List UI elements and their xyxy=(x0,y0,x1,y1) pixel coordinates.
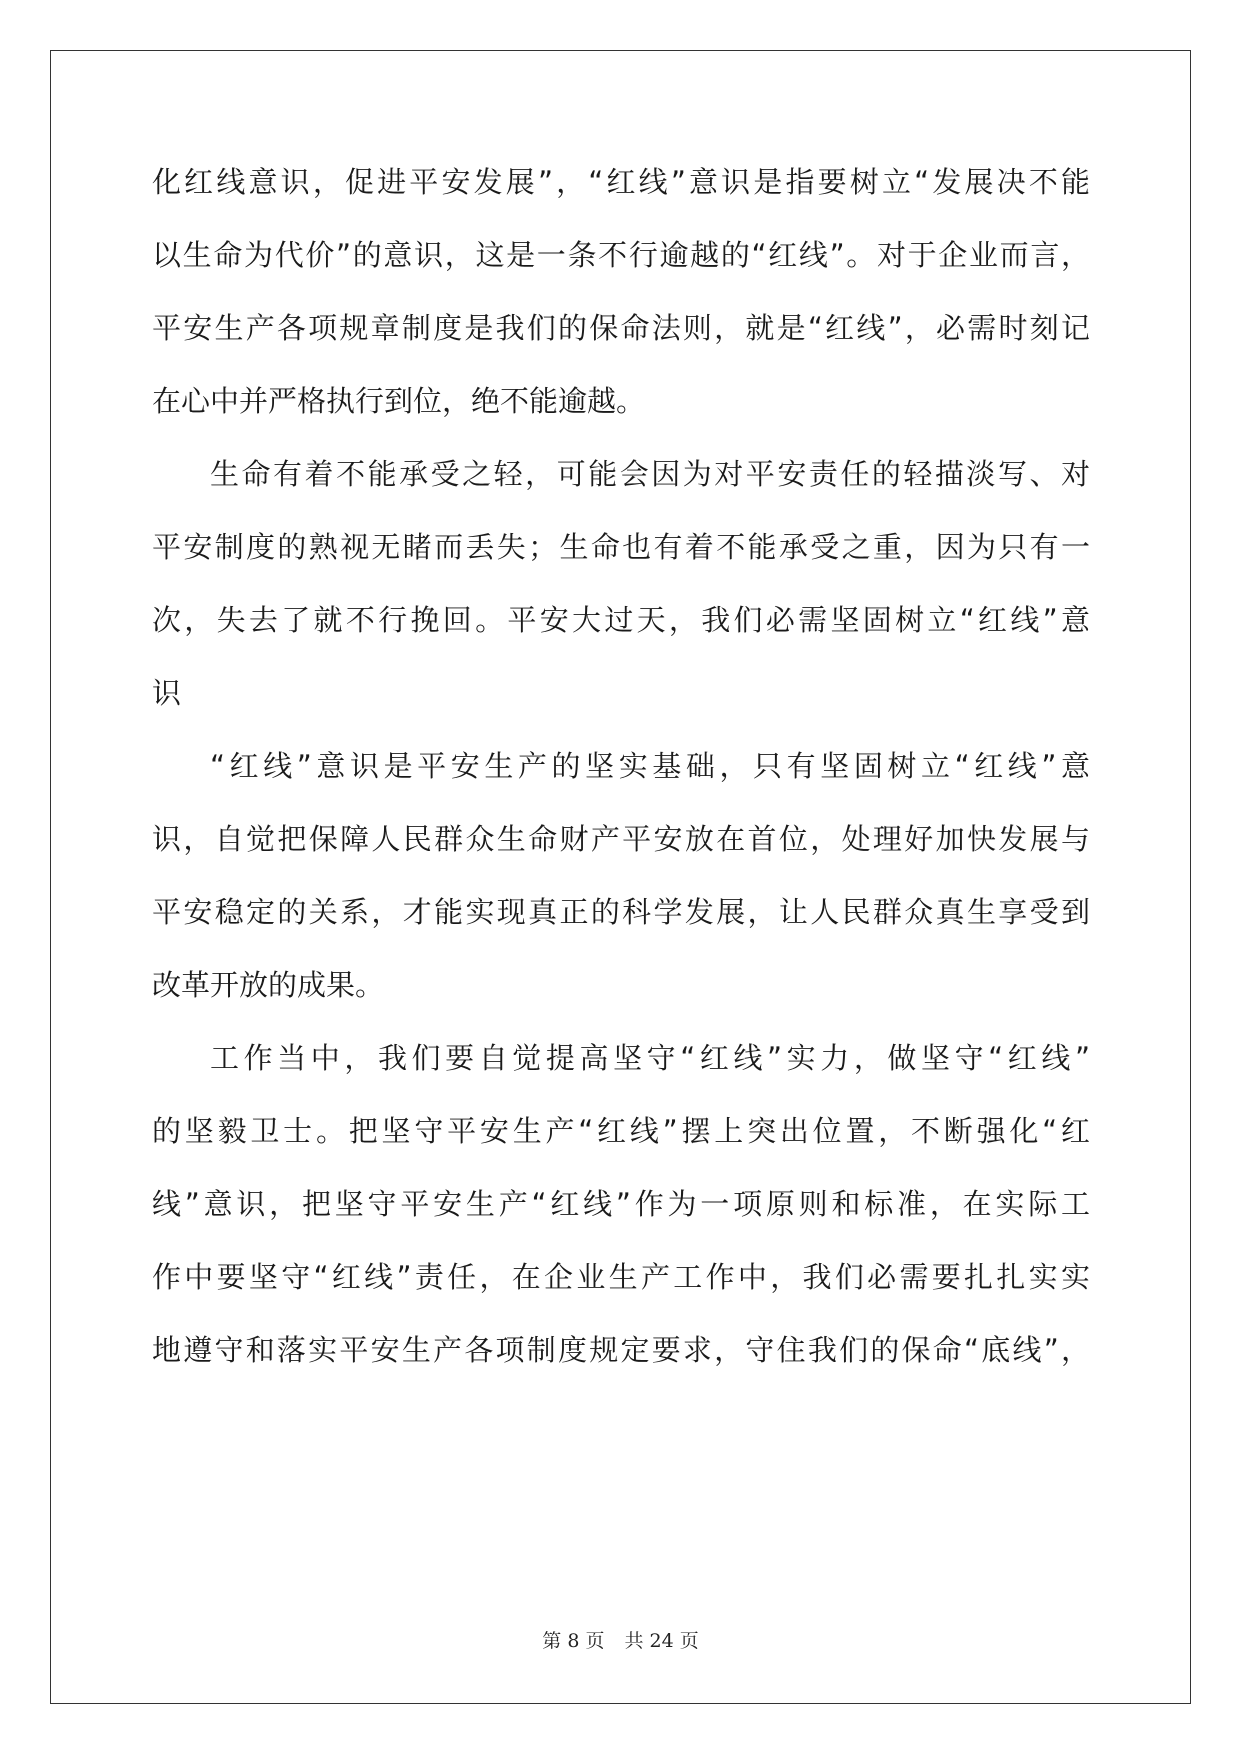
page-footer xyxy=(0,1626,1241,1653)
text-line: 平安生产各项规章制度是我们的保命法则，就是“红线”，必需时刻记 xyxy=(152,311,1090,345)
page-border xyxy=(50,50,1191,1704)
text-line: 平安稳定的关系，才能实现真正的科学发展，让人民群众真生享受到 xyxy=(152,895,1090,929)
text-line: 平安制度的熟视无睹而丢失；生命也有着不能承受之重，因为只有一 xyxy=(152,530,1090,564)
text-line: 次，失去了就不行挽回。平安大过天，我们必需坚固树立“红线”意 xyxy=(152,603,1090,637)
text-line: 作中要坚守“红线”责任，在企业生产工作中，我们必需要扎扎实实 xyxy=(152,1260,1090,1294)
text-line: 识，自觉把保障人民群众生命财产平安放在首位，处理好加快发展与 xyxy=(152,822,1090,856)
page-total: 共 24 页 xyxy=(624,1630,699,1652)
text-line: 在心中并严格执行到位，绝不能逾越。 xyxy=(152,384,646,418)
paragraph-first-line: 生命有着不能承受之轻，可能会因为对平安责任的轻描淡写、对 xyxy=(210,457,1090,491)
text-line: 改革开放的成果。 xyxy=(152,968,385,1002)
text-line: 识 xyxy=(152,676,182,710)
paragraph-first-line: “红线”意识是平安生产的坚实基础，只有坚固树立“红线”意 xyxy=(210,749,1090,783)
paragraph-first-line: 工作当中，我们要自觉提高坚守“红线”实力，做坚守“红线” xyxy=(210,1041,1090,1075)
text-line: 以生命为代价”的意识，这是一条不行逾越的“红线”。对于企业而言， xyxy=(152,238,1090,272)
text-line: 线”意识，把坚守平安生产“红线”作为一项原则和标准，在实际工 xyxy=(152,1187,1090,1221)
text-line: 的坚毅卫士。把坚守平安生产“红线”摆上突出位置，不断强化“红 xyxy=(152,1114,1090,1148)
text-line: 化红线意识，促进平安发展”，“红线”意识是指要树立“发展决不能 xyxy=(152,165,1090,199)
page-number: 第 8 页 xyxy=(542,1630,605,1652)
text-line: 地遵守和落实平安生产各项制度规定要求，守住我们的保命“底线”， xyxy=(152,1333,1090,1367)
